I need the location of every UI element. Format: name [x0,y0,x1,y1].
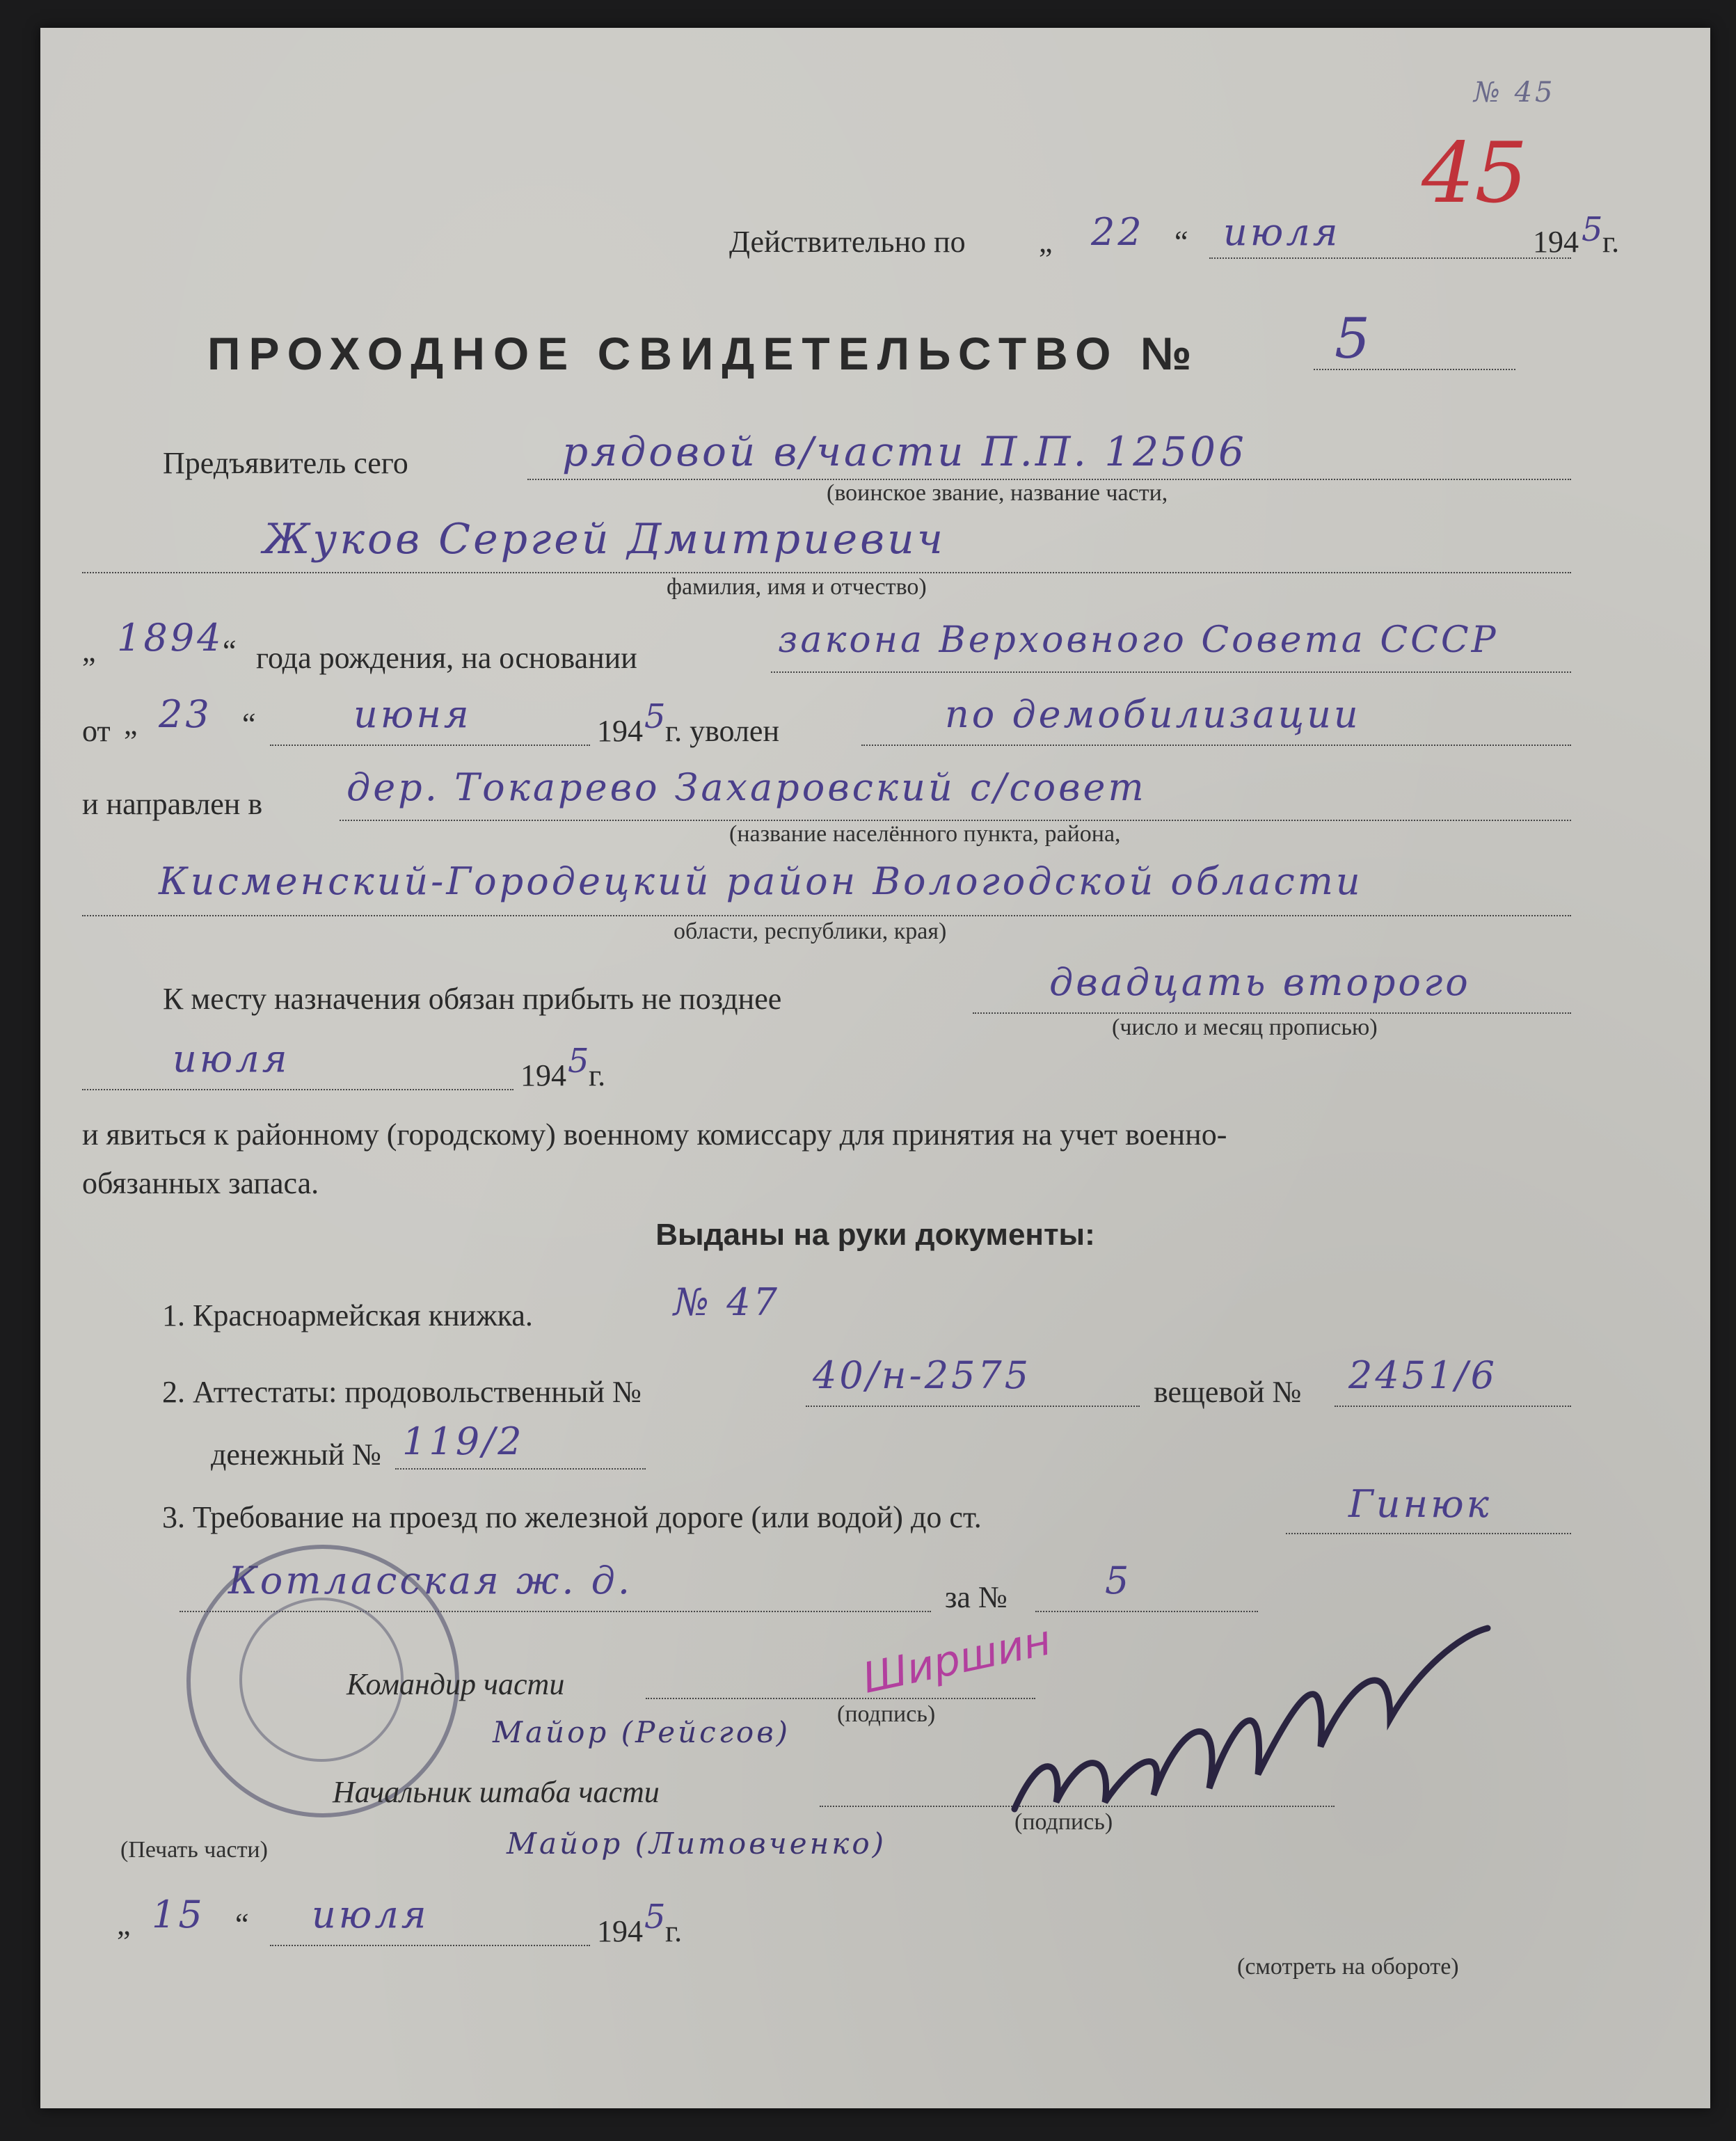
validity-day: 22 [1091,210,1145,254]
discharge-day: 23 [159,692,212,736]
bearer-name-line [82,572,1571,573]
issued-month: июля [312,1893,429,1936]
discharge-month: июня [353,692,472,736]
arrival-date-hint: (число и месяц прописью) [1112,1014,1378,1040]
issued-day: 15 [152,1893,205,1936]
arrival-month: июля [173,1037,290,1081]
certificate-number-line [1314,369,1515,370]
arrival-month-line [82,1089,513,1090]
destination-place: дер. Токарево Захаровский с/совет [347,765,1147,809]
doc-item-2-cloth-line [1335,1406,1571,1407]
issued-year-prefix: 194 [597,1914,643,1948]
discharge-reason-line [861,745,1571,746]
destination-region-hint: области, республики, края) [674,918,947,944]
bearer-name-hint: фамилия, имя и отчество) [667,574,927,600]
discharge-close-quote: “ [242,707,256,741]
chief-name: Майор (Литовченко) [507,1826,887,1861]
doc-item-2-cloth: 2451/6 [1348,1353,1497,1397]
doc-item-2-money: 119/2 [402,1419,525,1463]
arrival-date-words: двадцать второго [1049,960,1471,1004]
doc-item-3-label: 3. Требование на проезд по железной дороге (или водой) до ст. [162,1500,982,1534]
certificate-number: 5 [1335,306,1373,371]
issued-year-end: г. [665,1914,683,1948]
validity-month-line [1209,257,1571,259]
doc-item-2-money-label: денежный № [211,1438,382,1472]
discharge-year-suffix: 5 [644,697,669,736]
bearer-full-name: Жуков Сергей Дмитриевич [263,515,946,564]
commander-label: Командир части [347,1667,565,1701]
doc-item-2-food-line [806,1406,1140,1407]
discharge-reason: по демобилизации [945,692,1361,736]
certificate-sheet [40,28,1710,2108]
issued-open-quote: „ [117,1907,131,1941]
doc-item-3-railway: Котласская ж. д. [228,1559,633,1602]
doc-item-2-money-line [395,1468,646,1470]
doc-item-2-food: 40/н-2575 [813,1353,1032,1397]
birth-basis: закона Верховного Совета СССР [778,619,1499,661]
validity-year-end: г. [1602,225,1620,259]
commander-name: Майор (Рейсгов) [493,1715,791,1749]
chief-sign-hint: (подпись) [1014,1809,1113,1835]
doc-item-1-label: 1. Красноармейская книжка. [162,1298,533,1332]
issued-year-suffix: 5 [644,1897,669,1936]
chief-label: Начальник штаба части [333,1775,660,1809]
arrival-year-suffix: 5 [568,1042,592,1081]
validity-close-quote: “ [1174,225,1188,259]
commander-sign-line [646,1698,1035,1699]
arrival-label: К месту назначения обязан прибыть не позднее [163,982,782,1016]
destination-label: и направлен в [82,787,263,821]
see-back-note: (смотреть на обороте) [1237,1954,1459,1980]
doc-item-3-no-label: за № [945,1580,1008,1614]
report-line-2: обязанных запаса. [82,1166,319,1200]
destination-place-hint: (название населённого пункта, района, [729,821,1121,847]
bearer-rank-hint: (воинское звание, название части, [827,480,1168,506]
doc-item-3-no: 5 [1105,1559,1132,1602]
destination-region: Кисменский-Городецкий район Вологодской области [159,859,1363,903]
doc-item-2-label: 2. Аттестаты: продовольственный № [162,1375,642,1409]
pink-signature: Ширшин [858,1616,1056,1703]
discharge-open-quote: „ [124,707,138,741]
doc-item-1-value: № 47 [674,1280,780,1324]
validity-open-quote: „ [1039,225,1053,259]
discharge-from: от [82,714,111,748]
doc-item-3-station: Гинюк [1348,1482,1492,1526]
issued-month-line [270,1945,590,1946]
discharge-month-line [270,745,590,746]
doc-item-2-cloth-label: вещевой № [1154,1375,1302,1409]
issued-close-quote: “ [235,1907,249,1941]
arrival-year-prefix: 194 [520,1058,566,1092]
arrival-year-end: г. [589,1058,606,1092]
seal-label: (Печать части) [120,1837,268,1863]
archive-number-mark: № 45 [1474,77,1556,109]
arrival-date-line [973,1012,1571,1014]
report-line-1: и явиться к районному (городскому) военному комиссару для принятия на учет военно- [82,1117,1227,1152]
discharge-label: г. уволен [665,714,780,748]
chief-signature-scrawl [1001,1607,1571,1837]
destination-region-line [82,915,1571,916]
birth-label: года рождения, на основании [256,641,637,675]
validity-year-suffix: 5 [1582,210,1606,249]
birth-close-quote: “ [223,634,237,668]
birth-year: 1894 [117,616,224,660]
validity-year-prefix: 194 [1533,225,1579,259]
commander-sign-hint: (подпись) [837,1701,936,1727]
birth-open-quote: „ [82,634,96,668]
discharge-year-prefix: 194 [597,714,643,748]
red-number-mark: 45 [1422,125,1528,222]
birth-basis-line [771,671,1571,673]
document-title: ПРОХОДНОЕ СВИДЕТЕЛЬСТВО № [207,328,1200,379]
bearer-rank-unit: рядовой в/части П.П. 12506 [562,428,1247,475]
doc-item-3-station-line [1286,1533,1571,1534]
bearer-label: Предъявитель сего [163,446,408,480]
validity-month: июля [1223,210,1341,254]
validity-label: Действительно по [729,225,966,259]
documents-heading: Выданы на руки документы: [655,1218,1095,1252]
